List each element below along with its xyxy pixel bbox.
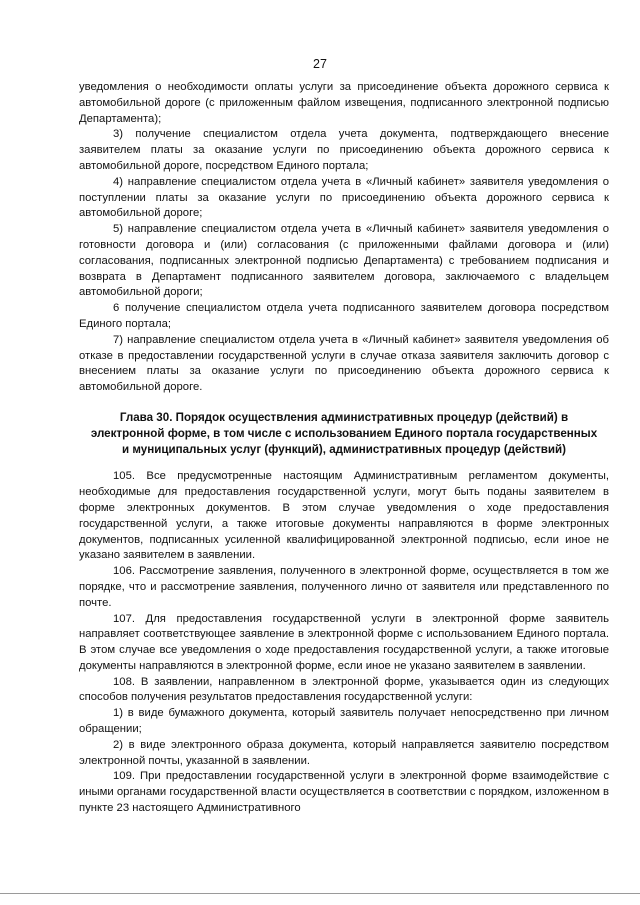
paragraph-item-7: 7) направление специалистом отдела учета в «Личный кабинет» заявителя уведомления об отказе в предоставлении государственной услуги в случае отказа заявителя заключить договор с внесением платы за оказание услуги по присоединению объекта дорожного сервиса к автомобильной дороге. bbox=[79, 333, 609, 394]
paragraph-105: 105. Все предусмотренные настоящим Административным регламентом документы, необходимые для предоставления государственной услуги, могут быть поданы заявителем в форме электронных документов. В этом случае уведомления о ходе предоставления государственной услуги, а также итоговые документы направляются в форме электронных документов, подписанных усиленной квалифицированной электронной подписью, если иное не указано заявителем в заявлении. bbox=[79, 470, 609, 562]
paragraph-107: 107. Для предоставления государственной услуги в электронной форме заявитель направляет соответствующее заявление в электронной форме с использованием Единого портала. В этом случае все уведомления о ходе предоставления государственной услуги, а также итоговые документы направляются в электронной форме, если иное не указано заявителем в заявлении. bbox=[79, 612, 609, 672]
paragraph-108: 108. В заявлении, направленном в электронной форме, указывается один из следующих способов получения результатов предоставления государственной услуги: bbox=[79, 675, 609, 704]
paragraph-item-5: 5) направление специалистом отдела учета в «Личный кабинет» заявителя уведомления о готовности договора и (или) согласования (с приложенными файлами договора и (или) согласования, подписанных электронной подписью Департамента) с требованием подписания и возврата в Департамент подписанного заявителем договора, заключаемого с владельцем автомобильной дороги; bbox=[79, 223, 609, 299]
page-bottom-edge bbox=[0, 893, 640, 894]
page-number: 27 bbox=[313, 57, 327, 71]
paragraph-continuation: уведомления о необходимости оплаты услуги за присоединение объекта дорожного сервиса к автомобильной дороге (с приложенным файлом извещения, подписанного электронной подписью Департамента); bbox=[79, 81, 609, 125]
paragraph-item-3: 3) получение специалистом отдела учета документа, подтверждающего внесение заявителем платы за оказание услуги по присоединению объекта дорожного сервиса к автомобильной дороге, посредством Единого портала; bbox=[79, 128, 609, 172]
paragraph-108-item-2: 2) в виде электронного образа документа, который направляется заявителю посредством электронной почты, указанной в заявлении. bbox=[79, 738, 609, 767]
paragraph-106: 106. Рассмотрение заявления, полученного в электронной форме, осуществляется в том же порядке, что и рассмотрение заявления, полученного лично от заявителя или представленного по почте. bbox=[79, 565, 609, 609]
document-body bbox=[79, 80, 609, 817]
paragraph-item-4: 4) направление специалистом отдела учета в «Личный кабинет» заявителя уведомления о поступлении платы за оказание услуги по присоединению объекта дорожного сервиса к автомобильной дороге; bbox=[79, 175, 609, 220]
paragraph-item-6: 6 получение специалистом отдела учета подписанного заявителем договора посредством Единого портала; bbox=[79, 302, 609, 330]
paragraph-109: 109. При предоставлении государственной услуги в электронной форме взаимодействие с иными органами государственной власти осуществляется в соответствии с порядком, изложенном в пункте 23 настоящего Административного bbox=[79, 770, 609, 815]
paragraph-108-item-1: 1) в виде бумажного документа, который заявитель получает непосредственно при личном обращении; bbox=[79, 707, 609, 736]
chapter-heading: Глава 30. Порядок осуществления административных процедур (действий) в электронной форме, в том числе с использованием Единого портала государственных и муниципальных услуг (функций), административных процедур (действий) bbox=[90, 410, 598, 456]
